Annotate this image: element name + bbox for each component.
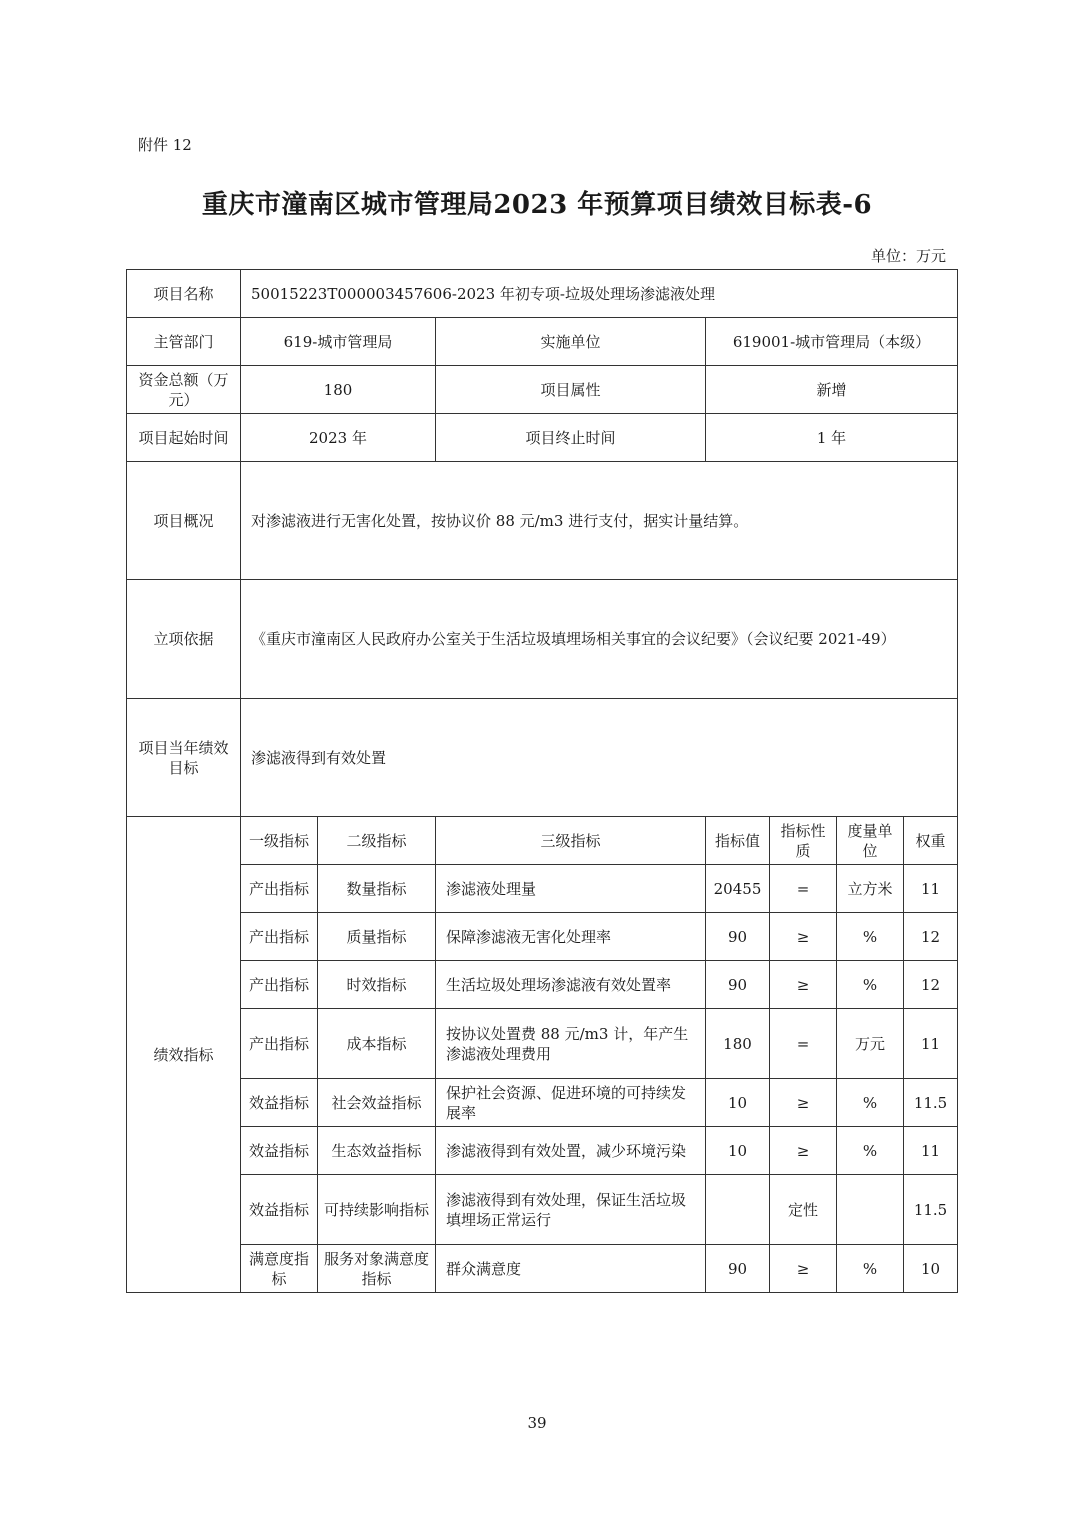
- metric-l2: 服务对象满意度指标: [318, 1245, 436, 1293]
- metric-l1: 产出指标: [241, 913, 318, 961]
- row-basis: [127, 580, 958, 699]
- metric-nature: =: [770, 1009, 837, 1079]
- metric-unit: [837, 1175, 904, 1245]
- overview-value: 对渗滤液进行无害化处置，按协议价 88 元/m3 进行支付，据实计量结算。: [241, 462, 958, 580]
- metric-l3: 生活垃圾处理场渗滤液有效处置率: [436, 961, 706, 1009]
- attr-value: 新增: [706, 366, 958, 414]
- metric-unit: %: [837, 1127, 904, 1175]
- impl-label: 实施单位: [436, 318, 706, 366]
- metric-l1: 效益指标: [241, 1079, 318, 1127]
- metrics-header-row: [127, 817, 958, 865]
- metric-l1: 产出指标: [241, 1009, 318, 1079]
- header-unit: 度量单位: [837, 817, 904, 865]
- fund-label: 资金总额（万元）: [127, 366, 241, 414]
- performance-table: [126, 269, 958, 1293]
- basis-value: 《重庆市潼南区人民政府办公室关于生活垃圾填埋场相关事宜的会议纪要》（会议纪要 2021-49）: [241, 580, 958, 699]
- metric-l2: 可持续影响指标: [318, 1175, 436, 1245]
- goal-value: 渗滤液得到有效处置: [241, 699, 958, 817]
- metric-weight: 11.5: [904, 1079, 958, 1127]
- metric-row: [127, 913, 958, 961]
- metric-weight: 11: [904, 1009, 958, 1079]
- row-fund: [127, 366, 958, 414]
- metric-nature: ≥: [770, 913, 837, 961]
- metric-weight: 12: [904, 961, 958, 1009]
- metric-l1: 产出指标: [241, 865, 318, 913]
- row-project-name: [127, 270, 958, 318]
- metrics-section-label: 绩效指标: [127, 817, 241, 1293]
- metric-l3: 保障渗滤液无害化处理率: [436, 913, 706, 961]
- metric-nature: =: [770, 865, 837, 913]
- project-name-value: 50015223T000003457606-2023 年初专项-垃圾处理场渗滤液处理: [241, 270, 958, 318]
- fund-value: 180: [241, 366, 436, 414]
- header-l3: 三级指标: [436, 817, 706, 865]
- dept-value: 619-城市管理局: [241, 318, 436, 366]
- metric-l2: 质量指标: [318, 913, 436, 961]
- metric-l3: 渗滤液得到有效处理，保证生活垃圾填埋场正常运行: [436, 1175, 706, 1245]
- metric-value: 90: [706, 1245, 770, 1293]
- metric-l2: 生态效益指标: [318, 1127, 436, 1175]
- metric-row: [127, 1079, 958, 1127]
- metric-row: [127, 1245, 958, 1293]
- metric-value: [706, 1175, 770, 1245]
- metric-weight: 11.5: [904, 1175, 958, 1245]
- attachment-label: 附件 12: [138, 136, 192, 154]
- metric-unit: %: [837, 913, 904, 961]
- metric-value: 90: [706, 961, 770, 1009]
- end-value: 1 年: [706, 414, 958, 462]
- unit-label: 单位：万元: [870, 247, 946, 265]
- header-weight: 权重: [904, 817, 958, 865]
- metric-l1: 效益指标: [241, 1127, 318, 1175]
- metric-row: [127, 1009, 958, 1079]
- metric-unit: 万元: [837, 1009, 904, 1079]
- metric-value: 10: [706, 1079, 770, 1127]
- metric-row: [127, 865, 958, 913]
- end-label: 项目终止时间: [436, 414, 706, 462]
- header-l1: 一级指标: [241, 817, 318, 865]
- metric-l2: 时效指标: [318, 961, 436, 1009]
- metric-unit: %: [837, 1079, 904, 1127]
- header-l2: 二级指标: [318, 817, 436, 865]
- attr-label: 项目属性: [436, 366, 706, 414]
- metric-weight: 12: [904, 913, 958, 961]
- metric-nature: ≥: [770, 1079, 837, 1127]
- metric-weight: 10: [904, 1245, 958, 1293]
- overview-label: 项目概况: [127, 462, 241, 580]
- metric-l2: 数量指标: [318, 865, 436, 913]
- metric-l3: 按协议处置费 88 元/m3 计，年产生渗滤液处理费用: [436, 1009, 706, 1079]
- metric-value: 10: [706, 1127, 770, 1175]
- metric-weight: 11: [904, 865, 958, 913]
- metric-l2: 社会效益指标: [318, 1079, 436, 1127]
- metric-unit: %: [837, 961, 904, 1009]
- metric-nature: ≥: [770, 1245, 837, 1293]
- metric-row: [127, 961, 958, 1009]
- project-name-label: 项目名称: [127, 270, 241, 318]
- impl-value: 619001-城市管理局（本级）: [706, 318, 958, 366]
- metric-l3: 保护社会资源、促进环境的可持续发展率: [436, 1079, 706, 1127]
- goal-label: 项目当年绩效目标: [127, 699, 241, 817]
- metric-value: 180: [706, 1009, 770, 1079]
- row-dept: [127, 318, 958, 366]
- metric-l3: 群众满意度: [436, 1245, 706, 1293]
- metric-unit: %: [837, 1245, 904, 1293]
- header-value: 指标值: [706, 817, 770, 865]
- metric-unit: 立方米: [837, 865, 904, 913]
- metric-l1: 效益指标: [241, 1175, 318, 1245]
- metric-l3: 渗滤液处理量: [436, 865, 706, 913]
- document-title: 重庆市潼南区城市管理局2023 年预算项目绩效目标表-6: [201, 190, 873, 220]
- metric-nature: ≥: [770, 1127, 837, 1175]
- metric-value: 90: [706, 913, 770, 961]
- metric-weight: 11: [904, 1127, 958, 1175]
- row-overview: [127, 462, 958, 580]
- metric-l1: 满意度指标: [241, 1245, 318, 1293]
- header-nature: 指标性质: [770, 817, 837, 865]
- metric-l2: 成本指标: [318, 1009, 436, 1079]
- metric-nature: ≥: [770, 961, 837, 1009]
- basis-label: 立项依据: [127, 580, 241, 699]
- start-label: 项目起始时间: [127, 414, 241, 462]
- row-time: [127, 414, 958, 462]
- metric-row: [127, 1127, 958, 1175]
- page-number: 39: [527, 1414, 547, 1432]
- row-goal: [127, 699, 958, 817]
- start-value: 2023 年: [241, 414, 436, 462]
- dept-label: 主管部门: [127, 318, 241, 366]
- metric-nature: 定性: [770, 1175, 837, 1245]
- metric-l3: 渗滤液得到有效处置，减少环境污染: [436, 1127, 706, 1175]
- metric-row: [127, 1175, 958, 1245]
- metric-l1: 产出指标: [241, 961, 318, 1009]
- metric-value: 20455: [706, 865, 770, 913]
